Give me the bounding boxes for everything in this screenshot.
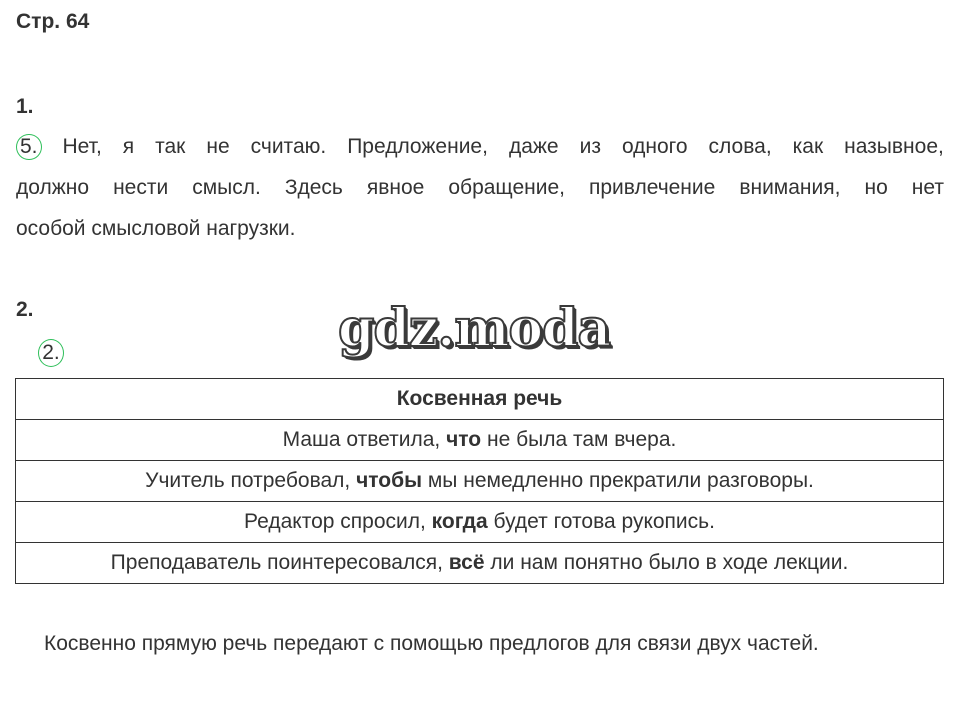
table-cell [16, 420, 944, 461]
answer-word: обращение, [448, 176, 565, 199]
sentence-end: не была там вчера. [481, 428, 677, 451]
answer-word: даже [508, 135, 559, 158]
answer-word: Нет, [62, 135, 102, 158]
conjunction-word: когда [431, 510, 488, 533]
answer-line-1 [16, 126, 944, 167]
answer-word: слова, [708, 135, 772, 158]
answer-word: так [155, 135, 186, 158]
table-header-cell: Косвенная речь [16, 379, 944, 420]
answer-line-3 [16, 208, 944, 249]
answer-word: назывное, [844, 135, 944, 158]
answer-word: особой смысловой нагрузки. [16, 217, 296, 240]
answer-word: смысл. [192, 176, 261, 199]
task-2-conclusion: Косвенно прямую речь передают с помощью предлогов для связи двух частей. [44, 632, 819, 655]
answer-word: одного [621, 135, 688, 158]
table-row [16, 543, 944, 584]
answer-word: Предложение, [347, 135, 488, 158]
table-row [16, 420, 944, 461]
answer-word: но [864, 176, 888, 199]
answer-circle-number: 2. [38, 339, 64, 367]
sentence-end: мы немедленно прекратили разговоры. [422, 469, 814, 492]
answer-word: внимания, [739, 176, 841, 199]
table-cell [16, 461, 944, 502]
conjunction-word: всё [448, 551, 485, 574]
answer-word: считаю. [250, 135, 327, 158]
answer-word: не [206, 135, 230, 158]
task-1-answer [16, 126, 944, 249]
conjunction-word: чтобы [356, 469, 423, 492]
task-2-circle-row [38, 339, 64, 367]
sentence-start: Редактор спросил, [244, 510, 432, 533]
answer-word: явное [366, 176, 425, 199]
task-2-number: 2. [16, 298, 34, 321]
answer-line-2 [16, 167, 944, 208]
sentence-start: Преподаватель поинтересовался, [110, 551, 449, 574]
conjunction-word: что [446, 428, 482, 451]
table-cell [16, 502, 944, 543]
answer-word: я [122, 135, 135, 158]
answer-word: должно [16, 176, 90, 199]
watermark-logo: gdz.moda [338, 298, 611, 359]
table-cell [16, 543, 944, 584]
answer-word: Здесь [284, 176, 343, 199]
answer-circle-number: 5. [16, 134, 42, 160]
table-header-row [16, 379, 944, 420]
answer-word: как [792, 135, 824, 158]
sentence-start: Учитель потребовал, [145, 469, 357, 492]
indirect-speech-table [15, 378, 944, 584]
sentence-start: Маша ответила, [282, 428, 447, 451]
answer-word: привлечение [589, 176, 716, 199]
table-row [16, 502, 944, 543]
sentence-end: будет готова рукопись. [487, 510, 715, 533]
table-row [16, 461, 944, 502]
answer-word: нести [113, 176, 169, 199]
task-1-number: 1. [16, 95, 34, 118]
answer-word: из [579, 135, 601, 158]
sentence-end: ли нам понятно было в ходе лекции. [484, 551, 849, 574]
page-header: Стр. 64 [16, 10, 90, 33]
answer-word: нет [911, 176, 944, 199]
